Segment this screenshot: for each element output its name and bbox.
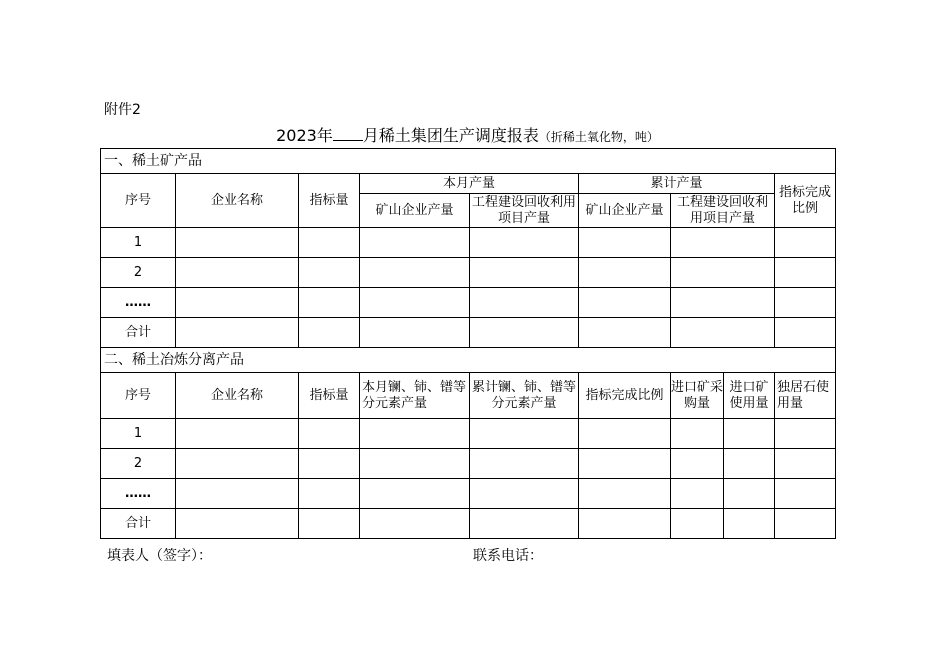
cell[interactable] xyxy=(176,258,299,288)
cell[interactable] xyxy=(671,509,724,539)
row-label: 合计 xyxy=(101,509,176,539)
s2-header-target: 指标量 xyxy=(299,373,360,419)
cell[interactable] xyxy=(724,449,775,479)
s2-header-name: 企业名称 xyxy=(176,373,299,419)
title-main: 月稀土集团生产调度报表 xyxy=(362,126,539,145)
cell[interactable] xyxy=(360,288,470,318)
table-row xyxy=(101,509,836,539)
cell[interactable] xyxy=(775,228,836,258)
s2-header-seq: 序号 xyxy=(101,373,176,419)
cell[interactable] xyxy=(775,258,836,288)
cell[interactable] xyxy=(775,509,836,539)
cell[interactable] xyxy=(299,288,360,318)
cell[interactable] xyxy=(470,449,579,479)
cell[interactable] xyxy=(579,509,671,539)
s1-header-seq: 序号 xyxy=(101,174,176,228)
cell[interactable] xyxy=(470,419,579,449)
cell[interactable] xyxy=(299,228,360,258)
row-label: …… xyxy=(101,479,176,509)
cell[interactable] xyxy=(470,228,579,258)
title-year: 2023年 xyxy=(276,126,333,145)
table-row xyxy=(101,228,836,258)
cell[interactable] xyxy=(360,419,470,449)
filler-signature-label: 填表人（签字）： xyxy=(107,548,212,564)
table-row xyxy=(101,479,836,509)
cell[interactable] xyxy=(299,318,360,348)
cell[interactable] xyxy=(176,228,299,258)
cell[interactable] xyxy=(470,258,579,288)
row-label: 1 xyxy=(101,419,176,449)
cell[interactable] xyxy=(671,258,775,288)
s2-header-import-use: 进口矿使用量 xyxy=(724,373,775,419)
cell[interactable] xyxy=(671,318,775,348)
table-row xyxy=(101,449,836,479)
cell[interactable] xyxy=(299,449,360,479)
table-row xyxy=(101,258,836,288)
s2-header-ratio: 指标完成比例 xyxy=(579,373,671,419)
cell[interactable] xyxy=(671,419,724,449)
cell[interactable] xyxy=(671,228,775,258)
row-label: 合计 xyxy=(101,318,176,348)
s1-header-cumulative: 累计产量 xyxy=(579,174,775,194)
s2-header-month-output: 本月镧、铈、镨等分元素产量 xyxy=(360,373,470,419)
cell[interactable] xyxy=(360,258,470,288)
cell[interactable] xyxy=(579,449,671,479)
s1-header-target: 指标量 xyxy=(299,174,360,228)
attachment-label: 附件2 xyxy=(104,102,141,118)
row-label: …… xyxy=(101,288,176,318)
cell[interactable] xyxy=(579,228,671,258)
cell[interactable] xyxy=(360,228,470,258)
s1-header-ratio: 指标完成比例 xyxy=(775,174,836,228)
s1-header-cum-recovery: 工程建设回收利用项目产量 xyxy=(671,194,775,228)
report-table xyxy=(100,148,836,539)
cell[interactable] xyxy=(176,419,299,449)
cell[interactable] xyxy=(299,479,360,509)
cell[interactable] xyxy=(775,318,836,348)
row-label: 2 xyxy=(101,449,176,479)
cell[interactable] xyxy=(470,479,579,509)
cell[interactable] xyxy=(775,479,836,509)
cell[interactable] xyxy=(176,288,299,318)
table-row xyxy=(101,288,836,318)
s1-header-month-mine: 矿山企业产量 xyxy=(360,194,470,228)
cell[interactable] xyxy=(176,479,299,509)
s2-header-cum-output: 累计镧、铈、镨等分元素产量 xyxy=(470,373,579,419)
cell[interactable] xyxy=(299,258,360,288)
cell[interactable] xyxy=(724,479,775,509)
cell[interactable] xyxy=(579,258,671,288)
cell[interactable] xyxy=(470,288,579,318)
month-blank[interactable] xyxy=(333,126,363,141)
title-unit: （折稀土氧化物，吨） xyxy=(538,130,659,144)
cell[interactable] xyxy=(775,449,836,479)
cell[interactable] xyxy=(360,509,470,539)
cell[interactable] xyxy=(470,509,579,539)
row-label: 2 xyxy=(101,258,176,288)
section1-heading: 一、稀土矿产品 xyxy=(101,149,836,174)
report-title xyxy=(100,123,835,146)
cell[interactable] xyxy=(671,288,775,318)
table-row xyxy=(101,318,836,348)
cell[interactable] xyxy=(176,449,299,479)
cell[interactable] xyxy=(671,449,724,479)
s1-header-month: 本月产量 xyxy=(360,174,579,194)
row-label: 1 xyxy=(101,228,176,258)
cell[interactable] xyxy=(360,449,470,479)
cell[interactable] xyxy=(299,509,360,539)
cell[interactable] xyxy=(579,288,671,318)
cell[interactable] xyxy=(579,419,671,449)
s1-header-month-recovery: 工程建设回收利用项目产量 xyxy=(470,194,579,228)
s2-header-import-purchase: 进口矿采购量 xyxy=(671,373,724,419)
cell[interactable] xyxy=(579,479,671,509)
cell[interactable] xyxy=(579,318,671,348)
table-row xyxy=(101,419,836,449)
cell[interactable] xyxy=(470,318,579,348)
section2-heading: 二、稀土冶炼分离产品 xyxy=(101,348,836,373)
s1-header-cum-mine: 矿山企业产量 xyxy=(579,194,671,228)
s2-header-monazite: 独居石使用量 xyxy=(775,373,836,419)
cell[interactable] xyxy=(299,419,360,449)
cell[interactable] xyxy=(775,419,836,449)
cell[interactable] xyxy=(775,288,836,318)
cell[interactable] xyxy=(671,479,724,509)
cell[interactable] xyxy=(724,509,775,539)
cell[interactable] xyxy=(176,318,299,348)
s1-header-name: 企业名称 xyxy=(176,174,299,228)
cell[interactable] xyxy=(724,419,775,449)
cell[interactable] xyxy=(360,318,470,348)
cell[interactable] xyxy=(176,509,299,539)
cell[interactable] xyxy=(360,479,470,509)
contact-phone-label: 联系电话： xyxy=(473,548,543,564)
